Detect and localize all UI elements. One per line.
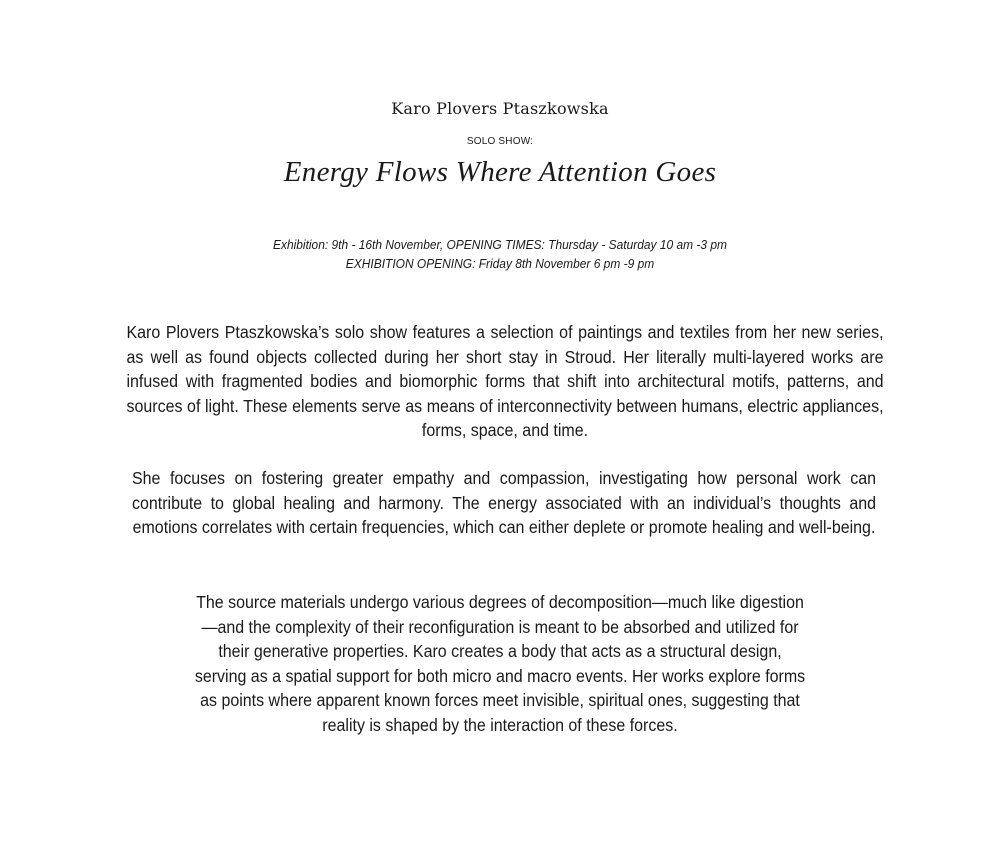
show-label: SOLO SHOW: <box>466 136 534 147</box>
artist-name: Karo Plovers Ptaszkowska <box>391 99 609 118</box>
exhibition-details <box>40 235 960 273</box>
paragraph-intro: Karo Plovers Ptaszkowska’s solo show features a selection of paintings and textiles from her new series, as well as found objects collected during her short stay in Stroud. Her literally multi-layered works are infused with fragmented bodies and biomorphic forms that shift into architectural motifs, patterns, and sources of light. These elements serve as means of interconnectivity between humans, electric appliances, forms, space, and time. <box>126 322 884 440</box>
exhibition-dates: Exhibition: 9th - 16th November, OPENING TIMES: Thursday - Saturday 10 am -3 pm <box>272 237 727 252</box>
opening-time: EXHIBITION OPENING: Friday 8th November 6 pm -9 pm <box>345 256 655 271</box>
exhibition-title: Energy Flows Where Attention Goes <box>283 156 717 188</box>
paragraph-focus: She focuses on fostering greater empathy and compassion, investigating how personal work can contribute to global healing and harmony. The energy associated with an individual’s thoughts and emotions correlates with certain frequencies, which can either deplete or promote healing and well-being. <box>132 468 876 537</box>
paragraph-materials: The source materials undergo various degrees of decomposition—much like digestion—and the complexity of their reconfiguration is meant to be absorbed and utilized for their generative properties. Karo creates a body that acts as a structural design, serving as a spatial support for both micro and macro events. Her works explore forms as points where apparent known forces meet invisible, spiritual ones, suggesting that reality is shaped by the interaction of these forces. <box>194 592 806 735</box>
